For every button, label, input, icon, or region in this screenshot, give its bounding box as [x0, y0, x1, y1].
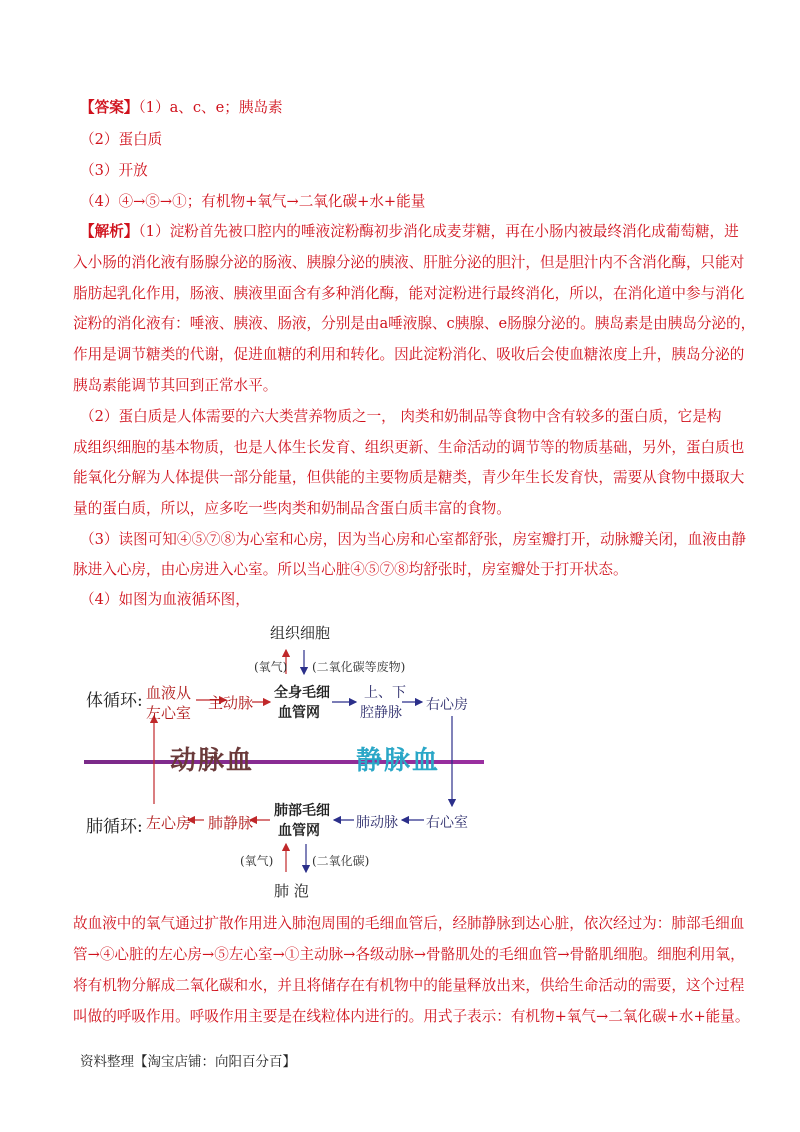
- answer-item-2: （2）蛋白质: [80, 131, 163, 148]
- analysis-text-4: 淀粉的消化液有：唾液、胰液、肠液，分别是由a唾液腺、c胰腺、e肠腺分泌的。胰岛素是由胰岛分泌的，: [73, 315, 756, 332]
- pulmonary-vein-label: 肺静脉: [208, 814, 254, 832]
- analysis-tag: 【解析】: [80, 223, 139, 240]
- analysis-text-2: 入小肠的消化液有肠腺分泌的肠液、胰腺分泌的胰液、肝脏分泌的胆汁，但是胆汁内不含消化酶，只能对: [73, 254, 745, 271]
- analysis-line-1: [80, 222, 739, 242]
- analysis-text-7: （2）蛋白质是人体需要的六大类营养物质之一， 肉类和奶制品等食物中含有较多的蛋白质，它是构: [80, 408, 722, 425]
- conclusion-line-2: 管→④心脏的左心房→⑤左心室→①主动脉→各级动脉→骨骼肌处的毛细血管→骨骼肌细胞。细胞利用氧，: [73, 946, 745, 963]
- conclusion-line-4: 叫做的呼吸作用。呼吸作用主要是在线粒体内进行的。用式子表示：有机物+氧气→二氧化碳+水+能量。: [73, 1008, 750, 1025]
- co2-bottom-label: (二氧化碳): [312, 854, 370, 868]
- systemic-circulation-label: 体循环:: [86, 691, 143, 711]
- vena-line2: 腔静脉: [360, 705, 402, 721]
- conclusion-line-3: 将有机物分解成二氧化碳和水，并且将储存在有机物中的能量释放出来，供给生命活动的需要，这个过程: [73, 977, 745, 994]
- vena-line1: 上、下: [364, 685, 406, 701]
- aorta-label: 主动脉: [208, 694, 254, 712]
- analysis-text-6: 胰岛素能调节其回到正常水平。: [73, 377, 278, 394]
- answer-item-1: （1）a、c、e；胰岛素: [138, 99, 283, 116]
- arterial-blood-label: 动脉血: [170, 746, 255, 776]
- venous-blood-label: 静脉血: [356, 746, 441, 776]
- conclusion-line-1: 故血液中的氧气通过扩散作用进入肺泡周围的毛细血管后，经肺静脉到达心脏，依次经过为：肺部毛细血: [73, 915, 745, 932]
- co2-waste-label: (二氧化碳等废物): [312, 660, 406, 674]
- lv-line1: 血液从: [146, 684, 192, 702]
- pulmonary-circulation-label: 肺循环:: [86, 817, 143, 837]
- body-capillary-line1: 全身毛细: [274, 685, 330, 701]
- tissue-cell-label: 组织细胞: [270, 624, 331, 642]
- analysis-text-5: 作用是调节糖类的代谢，促进血糖的利用和转化。因此淀粉消化、吸收后会使血糖浓度上升，胰岛分泌的: [73, 346, 745, 363]
- lung-capillary-line1: 肺部毛细: [274, 803, 330, 819]
- oxygen-bottom-label: (氧气): [240, 854, 274, 868]
- lung-capillary-line2: 血管网: [278, 823, 320, 839]
- analysis-text-10: 量的蛋白质，所以，应多吃一些肉类和奶制品含蛋白质丰富的食物。: [73, 500, 511, 517]
- analysis-text-12: 脉进入心房，由心房进入心室。所以当心脏④⑤⑦⑧均舒张时，房室瓣处于打开状态。: [73, 561, 628, 578]
- lv-line2: 左心室: [146, 704, 192, 722]
- answer-line-1: [80, 98, 283, 118]
- analysis-text-3: 脂肪起乳化作用，肠液、胰液里面含有多种消化酶，能对淀粉进行最终消化，所以，在消化道中参与消化: [73, 285, 745, 302]
- right-atrium-label: 右心房: [426, 697, 468, 713]
- analysis-text-13: （4）如图为血液循环图，: [80, 591, 250, 608]
- answer-item-3: （3）开放: [80, 162, 148, 179]
- body-capillary-line2: 血管网: [278, 705, 320, 721]
- pulmonary-artery-label: 肺动脉: [356, 815, 398, 831]
- answer-item-4: （4）④→⑤→①；有机物+氧气→二氧化碳+水+能量: [80, 193, 426, 210]
- analysis-text-9: 能氧化分解为人体提供一部分能量，但供能的主要物质是糖类，青少年生长发育快，需要从食物中摄取大: [73, 469, 745, 486]
- oxygen-top-label: (氧气): [254, 660, 288, 674]
- analysis-text-8: 成组织细胞的基本物质，也是人体生长发育、组织更新、生命活动的调节等的物质基础，另外，蛋白质也: [73, 439, 745, 456]
- footer-source: 资料整理【淘宝店铺：向阳百分百】: [80, 1054, 296, 1070]
- analysis-text-1: （1）淀粉首先被口腔内的唾液淀粉酶初步消化成麦芽糖，再在小肠内被最终消化成葡萄糖，进: [138, 223, 739, 240]
- answer-tag: 【答案】: [80, 99, 139, 116]
- analysis-text-11: （3）读图可知④⑤⑦⑧为心室和心房，因为当心房和心室都舒张，房室瓣打开，动脉瓣关闭，血液由静: [80, 531, 747, 548]
- alveoli-label: 肺 泡: [274, 882, 309, 900]
- blood-circulation-diagram: [84, 614, 484, 906]
- right-ventricle-label: 右心室: [426, 815, 468, 831]
- left-atrium-label: 左心房: [146, 814, 192, 832]
